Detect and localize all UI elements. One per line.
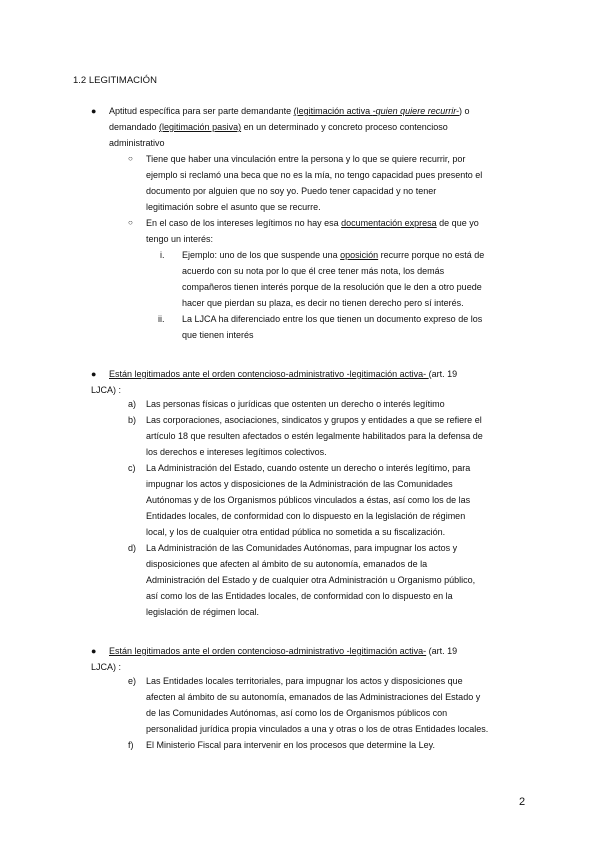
bullet-icon: ● (91, 646, 97, 656)
s1-r1-line-1 (182, 247, 484, 263)
text-run: ) o (459, 106, 470, 116)
bullet-icon: ● (91, 106, 97, 116)
s1-r1-line: compañeros tienen interés porque de la resolución que le den a otro puede (182, 282, 482, 292)
text-run: de que yo (436, 218, 479, 228)
s2-item-line: Las corporaciones, asociaciones, sindicatos y grupos y entidades a que se refiere el (146, 415, 482, 425)
list-marker: e) (128, 676, 137, 686)
list-marker: b) (128, 415, 137, 425)
s1-r1-line: hacer que pierdan su plaza, es decir no tienen derecho pero sí interés. (182, 298, 464, 308)
s1-c2-line-2: tengo un interés: (146, 234, 214, 244)
page-number: 2 (519, 796, 526, 808)
text-run: (art. 19 (426, 646, 458, 656)
roman-marker: i. (160, 250, 165, 260)
s3-item-line: El Ministerio Fiscal para intervenir en los procesos que determine la Ley. (146, 740, 435, 750)
underlined-term: (legitimación activa (293, 106, 373, 116)
text-run: demandado (109, 122, 160, 132)
circle-bullet-icon: ○ (128, 218, 133, 227)
s1-c2-line-1 (146, 215, 479, 231)
text-run: recurre porque no está de (378, 250, 485, 260)
s1-line-1 (109, 103, 470, 119)
s2-head-line-2: LJCA) : (91, 385, 122, 395)
underlined-term: oposición (340, 250, 379, 260)
s2-head-line-1 (109, 366, 457, 382)
text-run: Ejemplo: uno de los que suspende una (182, 250, 341, 260)
section-heading: 1.2 LEGITIMACIÓN (73, 75, 157, 86)
s2-item-line: impugnar los actos y disposiciones de la Administración de las Comunidades (146, 479, 453, 489)
underlined-term: documentación expresa (341, 218, 437, 228)
s3-item-line: personalidad jurídica propia vinculados a una y otras o los de otras Entidades locales. (146, 724, 489, 734)
s2-item-line: Entidades locales, de conformidad con lo dispuesto en la legislación de régimen (146, 511, 466, 521)
s2-item-line: Las personas físicas o jurídicas que ostenten un derecho o interés legítimo (146, 399, 445, 409)
text-run: Aptitud específica para ser parte demandante (109, 106, 294, 116)
s2-item-line: La Administración del Estado, cuando ostente un derecho o interés legítimo, para (146, 463, 471, 473)
s2-item-line: así como los de las Entidades locales, de conformidad con lo dispuesto en la (146, 591, 453, 601)
s1-line-3: administrativo (109, 138, 165, 148)
list-marker: c) (128, 463, 136, 473)
text-run: (art. 19 (428, 369, 458, 379)
underlined-term: Están legitimados ante el orden contencioso-administrativo -legitimación activa- (109, 369, 429, 379)
s1-r2-line: que tienen interés (182, 330, 254, 340)
s2-item-line: Autónomas y de los Organismos públicos vinculados a éstas, así como los de las (146, 495, 471, 505)
roman-marker: ii. (158, 314, 165, 324)
text-run: en un determinado y concreto proceso contencioso (241, 122, 448, 132)
s2-item-line: legislación de régimen local. (146, 607, 260, 617)
text-run: En el caso de los intereses legítimos no hay esa (146, 218, 342, 228)
s3-item-line: Las Entidades locales territoriales, para impugnar los actos y disposiciones que (146, 676, 463, 686)
italic-term: -quien quiere recurrir- (372, 106, 460, 116)
s2-item-line: Administración del Estado y de cualquier otra Administración u Organismo público, (146, 575, 476, 585)
s1-r2-line: La LJCA ha diferenciado entre los que tienen un documento expreso de los (182, 314, 483, 324)
s3-item-line: de las Comunidades Autónomas, así como los de Organismos públicos con (146, 708, 448, 718)
list-marker: a) (128, 399, 137, 409)
s3-head-line-2: LJCA) : (91, 662, 122, 672)
s2-item-line: disposiciones que afecten al ámbito de su autonomía, emanados de la (146, 559, 428, 569)
s1-c1-line: ejemplo si reclamó una beca que no es la mía, no tengo capacidad pues presento el (146, 170, 483, 180)
s1-c1-line: documento por alguien que no soy yo. Puedo tener capacidad y no tener (146, 186, 437, 196)
bullet-icon: ● (91, 369, 97, 379)
s1-line-2 (109, 119, 448, 135)
list-marker: d) (128, 543, 137, 553)
s2-item-line: artículo 18 que resulten afectados o estén legalmente habilitados para la defensa de (146, 431, 483, 441)
underlined-term: (legitimación pasiva) (159, 122, 242, 132)
list-marker: f) (128, 740, 134, 750)
underlined-term: Están legitimados ante el orden contencioso-administrativo -legitimación activa- (109, 646, 427, 656)
s2-item-line: local, y los de cualquier otra entidad pública no sometida a su fiscalización. (146, 527, 446, 537)
s1-r1-line: acuerdo con su nota por lo que él cree tener más nota, los demás (182, 266, 445, 276)
s2-item-line: los derechos e intereses legítimos colectivos. (146, 447, 327, 457)
s1-c1-line: Tiene que haber una vinculación entre la persona y lo que se quiere recurrir, por (146, 154, 466, 164)
s3-item-line: afecten al ámbito de su autonomía, emanados de las Administraciones del Estado y (146, 692, 481, 702)
s1-c1-line: legitimación sobre el asunto que se recurre. (146, 202, 321, 212)
circle-bullet-icon: ○ (128, 154, 133, 163)
s3-head-line-1 (109, 643, 457, 659)
s2-item-line: La Administración de las Comunidades Autónomas, para impugnar los actos y (146, 543, 458, 553)
